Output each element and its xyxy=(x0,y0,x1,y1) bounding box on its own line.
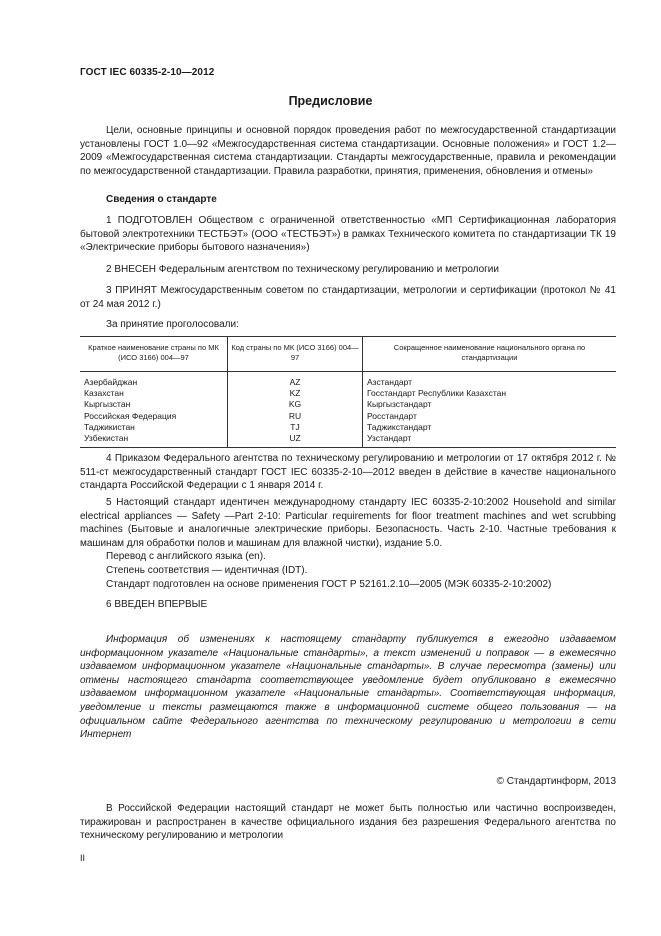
body-cell: Узстандарт xyxy=(363,433,617,448)
body-cell: Кыргызстандарт xyxy=(363,399,617,410)
voting-table xyxy=(80,336,616,448)
amendments-notice: Информация об изменениях к настоящему стандарту публикуется в ежегодно издаваемом информационном указателе «Национальные стандарты», а текст изменений и поправок — в ежемесячно издаваемом информационном указателе «Национальные стандарты». В случае пересмотра (замены) или отмены настоящего стандарта соответствующее уведомление будет опубликовано в ежемесячно издаваемом информационном указателе «Национальные стандарты». Соответствующая информация, уведомление и тексты размещаются также в информационной системе общего пользования — на официальном сайте Федерального агентства по техническому регулированию и метрологии в сети Интернет xyxy=(80,634,616,741)
item-5-degree: Степень соответствия — идентичная (IDT). xyxy=(106,565,308,576)
code-cell: AZ xyxy=(228,372,363,389)
info-heading: Сведения о стандарте xyxy=(106,194,217,205)
standard-header: ГОСТ IEC 60335-2-10—2012 xyxy=(80,67,215,78)
code-cell: UZ xyxy=(228,433,363,448)
table-row xyxy=(80,399,616,410)
table-row xyxy=(80,433,616,448)
table-header-row xyxy=(80,337,616,372)
code-cell: RU xyxy=(228,411,363,422)
item-5-translation: Перевод с английского языка (en). xyxy=(106,551,266,562)
page-title: Предисловие xyxy=(288,94,373,108)
header-code: Код страны по МК (ИСО 3166) 004—97 xyxy=(228,337,363,372)
body-cell: Таджикстандарт xyxy=(363,422,617,433)
table-row xyxy=(80,422,616,433)
country-cell: Азербайджан xyxy=(84,377,138,387)
code-cell: TJ xyxy=(228,422,363,433)
copyright: © Стандартинформ, 2013 xyxy=(496,776,616,787)
code-cell: KZ xyxy=(228,388,363,399)
page-number: II xyxy=(80,853,86,863)
table-row xyxy=(80,388,616,399)
item-2: 2 ВНЕСЕН Федеральным агентством по техническому регулированию и метрологии xyxy=(106,264,499,275)
body-cell: Азстандарт xyxy=(363,372,617,389)
voted-label: За принятие проголосовали: xyxy=(106,319,239,330)
country-cell: Казахстан xyxy=(84,388,124,399)
body-cell: Госстандарт Республики Казахстан xyxy=(363,388,617,399)
header-body: Сокращенное наименование национального органа по стандартизации xyxy=(363,337,617,372)
code-cell: KG xyxy=(228,399,363,410)
item-5-basis: Стандарт подготовлен на основе применения ГОСТ Р 52161.2.10—2005 (МЭК 60335-2-10:2002) xyxy=(106,579,552,590)
country-cell: Кыргызстан xyxy=(84,399,131,410)
rights-notice: В Российской Федерации настоящий стандарт не может быть полностью или частично воспроизведен, тиражирован и распространен в качестве официального издания без разрешения Федерального агентства по техническому регулированию и метрологии xyxy=(80,803,616,842)
header-country: Краткое наименование страны по МК (ИСО 3166) 004—97 xyxy=(80,337,228,372)
intro-paragraph: Цели, основные принципы и основной порядок проведения работ по межгосударственной стандартизации установлены ГОСТ 1.0—92 «Межгосударственная система стандартизации. Основные положения» и ГОСТ 1.2—2009 «Межгосударственная система стандартизации. Стандарты межгосударственные, правила и рекомендации по межгосударственной стандартизации. Правила разработки, принятия, применения, обновления и отмены» xyxy=(80,125,616,177)
table-row xyxy=(80,372,616,389)
item-4: 4 Приказом Федерального агентства по техническому регулированию и метрологии от 17 октября 2012 г. № 511-ст межгосударственный стандарт ГОСТ IEC 60335-2-10—2012 введен в действие в качестве национального стандарта Российской Федерации с 1 января 2014 г. xyxy=(80,453,616,492)
country-cell: Узбекистан xyxy=(84,433,129,444)
country-cell: Таджикистан xyxy=(84,421,135,432)
table-row xyxy=(80,411,616,422)
item-5: 5 Настоящий стандарт идентичен международному стандарту IEC 60335-2-10:2002 Household and similar electrical appliances — Safety —Part 2-10: Particular requirements for floor treatment machines and wet scrubbing machines (Бытовые и аналогичные электрические приборы. Безопасность. Часть 2-10. Частные требования к машинам для обработки полов и машинам для влажной чистки), издание 5.0. xyxy=(80,497,616,549)
body-cell: Росстандарт xyxy=(363,411,617,422)
item-1: 1 ПОДГОТОВЛЕН Обществом с ограниченной ответственностью «МП Сертификационная лаборатория бытовой электротехники ТЕСТБЭТ» (ООО «ТЕСТБЭТ») в рамках Технического комитета по стандартизации ТК 19 «Электрические приборы бытового назначения») xyxy=(80,215,616,254)
country-cell: Российская Федерация xyxy=(84,410,177,421)
item-6: 6 ВВЕДЕН ВПЕРВЫЕ xyxy=(106,599,208,610)
item-3: 3 ПРИНЯТ Межгосударственным советом по стандартизации, метрологии и сертификации (протокол № 41 от 24 мая 2012 г.) xyxy=(80,285,616,310)
